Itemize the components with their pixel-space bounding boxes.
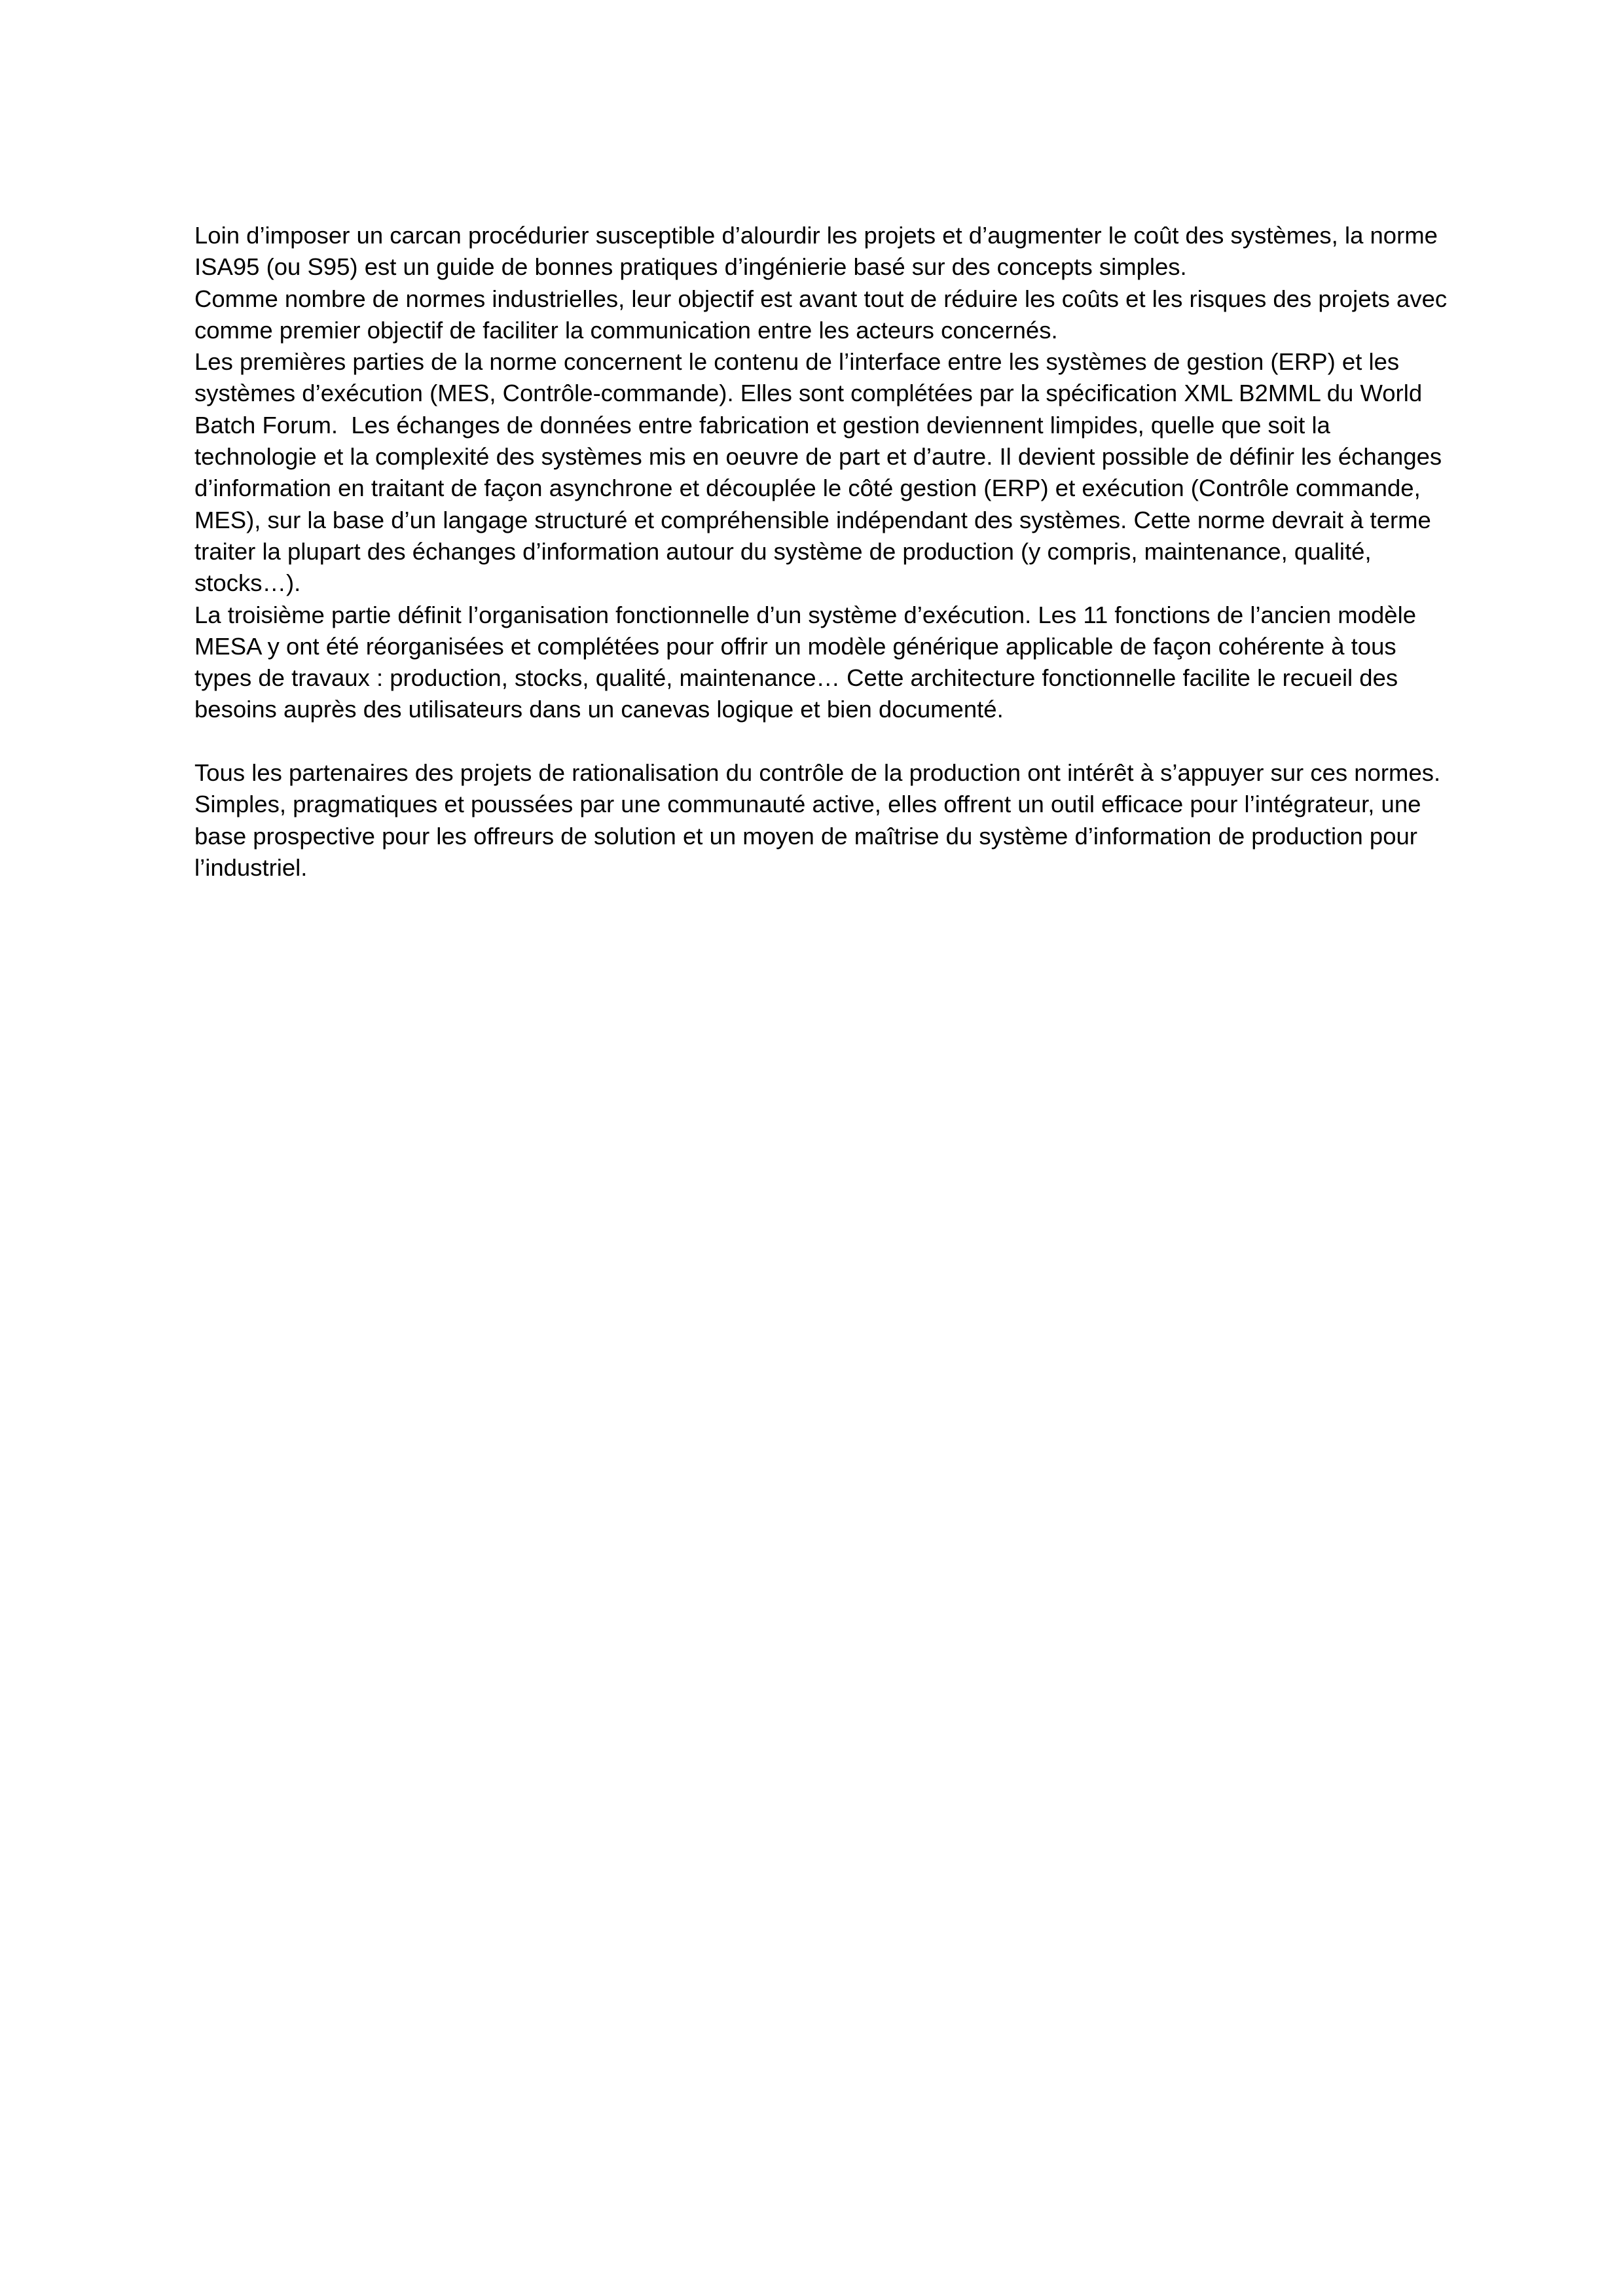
paragraph-functional-organisation: La troisième partie définit l’organisation fonctionnelle d’un système d’exécution. Les 11 fonctions de l’ancien modèle MESA y ont été réorganisées et complétées pour offrir un modèle générique applicable de façon cohérente à tous types de travaux : production, stocks, qualité, maintenance… Cette architecture fonctionnelle facilite le recueil des besoins auprès des utilisateurs dans un canevas logique et bien documenté. — [194, 601, 1423, 723]
paragraph-spacer — [194, 726, 1451, 757]
paragraph-intro: Loin d’imposer un carcan procédurier susceptible d’alourdir les projets et d’augmenter le coût des systèmes, la norme ISA95 (ou S95) est un guide de bonnes pratiques d’ingénierie basé sur des concepts simples. — [194, 222, 1445, 281]
paragraph-objective: Comme nombre de normes industrielles, leur objectif est avant tout de réduire les coûts et les risques des projets avec comme premier objectif de faciliter la communication entre les acteurs concernés. — [194, 285, 1454, 344]
paragraph-conclusion: Tous les partenaires des projets de rationalisation du contrôle de la production ont intérêt à s’appuyer sur ces normes. Simples, pragmatiques et poussées par une communauté active, elles offrent un outil efficace pour l’intégrateur, une base prospective pour les offreurs de solution et un moyen de maîtrise du système d’information de production pour l’industriel. — [194, 759, 1448, 881]
body-text — [194, 220, 1454, 884]
paragraph-interface: Les premières parties de la norme concernent le contenu de l’interface entre les systèmes de gestion (ERP) et les systèmes d’exécution (MES, Contrôle-commande). Elles sont complétées par la spécification XML B2MML du World Batch Forum. Les échanges de données entre fabrication et gestion deviennent limpides, quelle que soit la technologie et la complexité des systèmes mis en oeuvre de part et d’autre. Il devient possible de définir les échanges d’information en traitant de façon asynchrone et découplée le côté gestion (ERP) et exécution (Contrôle commande, MES), sur la base d’un langage structuré et compréhensible indépendant des systèmes. Cette norme devrait à terme traiter la plupart des échanges d’information autour du système de production (y compris, maintenance, qualité, stocks…). — [194, 348, 1449, 597]
